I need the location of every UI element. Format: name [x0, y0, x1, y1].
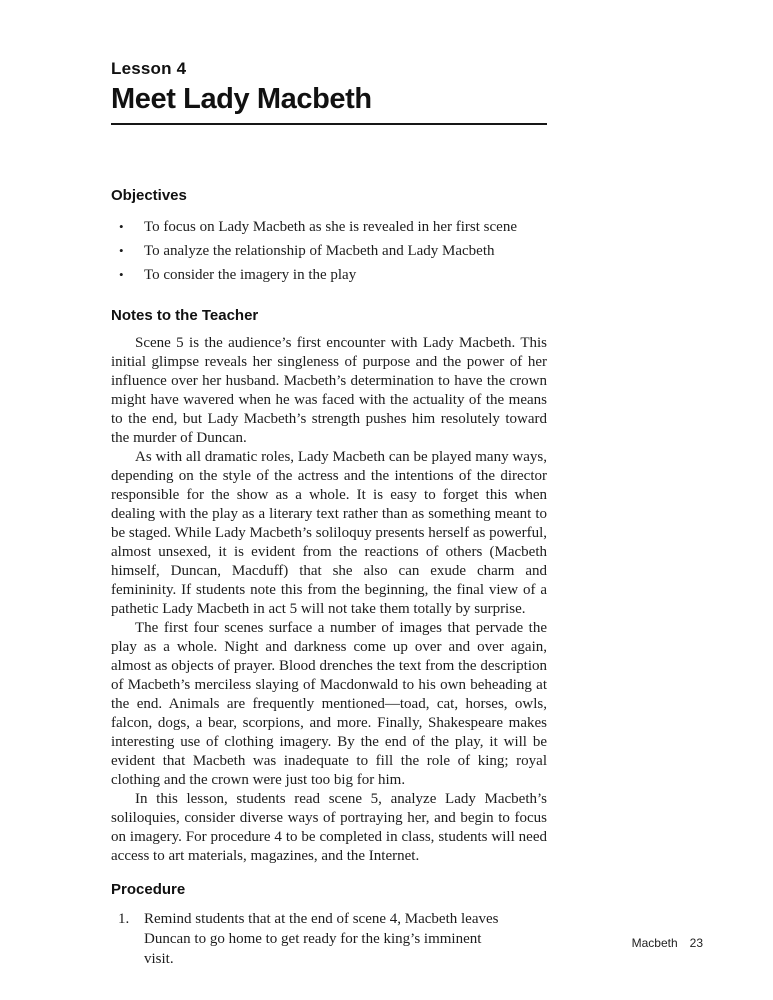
- page-footer: [632, 936, 703, 950]
- list-item: [111, 263, 547, 287]
- objective-text: To focus on Lady Macbeth as she is revealed in her first scene: [144, 219, 517, 235]
- bullet-icon: •: [119, 243, 124, 258]
- lesson-label: Lesson 4: [111, 59, 187, 78]
- page-title: Meet Lady Macbeth: [111, 83, 372, 115]
- list-item-number: 1.: [118, 911, 130, 927]
- objective-text: To analyze the relationship of Macbeth and Lady Macbeth: [144, 243, 495, 259]
- procedure-list: [111, 909, 547, 969]
- objectives-list: [111, 215, 547, 287]
- procedure-text: Remind students that at the end of scene 4, Macbeth leaves Duncan to go home to get ready for the king’s imminent visit.: [144, 911, 499, 967]
- page-content: [111, 60, 547, 969]
- bullet-icon: •: [119, 219, 124, 234]
- list-item: [111, 239, 547, 263]
- title-rule: [111, 123, 547, 125]
- paragraph: As with all dramatic roles, Lady Macbeth can be played many ways, depending on the style of the actress and the intentions of the director responsible for the show as a whole. It is easy to forget this when dealing with the play as a literary text rather than as something meant to be staged. While Lady Macbeth’s soliloquy presents herself as powerful, almost unsexed, it is evident from the reactions of others (Macbeth himself, Duncan, Macduff) that she also can exude charm and femininity. If students note this from the beginning, the final view of a pathetic Lady Macbeth in act 5 will not take them totally by surprise.: [111, 449, 547, 617]
- notes-heading: Notes to the Teacher: [111, 307, 259, 324]
- list-item: [111, 909, 514, 969]
- list-item: [111, 215, 547, 239]
- footer-book-title: Macbeth: [631, 936, 678, 950]
- objectives-heading: Objectives: [111, 187, 187, 204]
- notes-body: [111, 334, 547, 866]
- paragraph: In this lesson, students read scene 5, analyze Lady Macbeth’s soliloquies, consider diverse ways of portraying her, and begin to focus on imagery. For procedure 4 to be completed in class, students will need access to art materials, magazines, and the Internet.: [111, 791, 547, 864]
- procedure-heading: Procedure: [111, 881, 186, 898]
- paragraph: Scene 5 is the audience’s first encounter with Lady Macbeth. This initial glimpse reveals her singleness of purpose and the power of her influence over her husband. Macbeth’s determination to have the crown might have wavered when he was faced with the actuality of the means to the end, but Lady Macbeth’s strength pushes him resolutely toward the murder of Duncan.: [111, 335, 547, 446]
- footer-page-number: 23: [689, 936, 703, 950]
- bullet-icon: •: [119, 267, 124, 282]
- objective-text: To consider the imagery in the play: [144, 267, 357, 283]
- paragraph: The first four scenes surface a number of images that pervade the play as a whole. Night and darkness come up over and over again, almost as objects of prayer. Blood drenches the text from the description of Macbeth’s merciless slaying of Macdonwald to his own beheading at the end. Animals are frequently mentioned—toad, cat, horses, owls, falcon, dogs, a bear, scorpions, and more. Finally, Shakespeare makes interesting use of clothing imagery. By the end of the play, it will be evident that Macbeth was inadequate to fill the role of king; royal clothing and the crown were just too big for him.: [111, 620, 547, 788]
